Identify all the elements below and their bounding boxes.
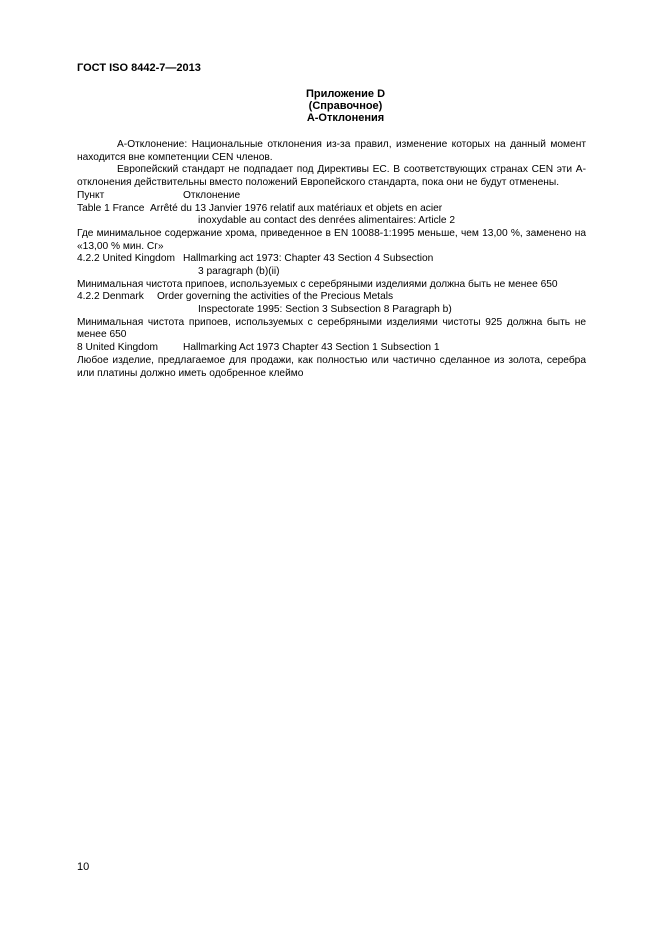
deviation-clause: Table 1 France — [77, 202, 145, 214]
deviation-note: Минимальная чистота припоев, используемых с серебряными изделиями чистоты 925 должна быть не менее 650 — [77, 316, 586, 341]
deviation-row — [77, 203, 586, 216]
annex-titles — [0, 88, 661, 124]
intro-paragraph-1: А-Отклонение: Национальные отклонения из-за правил, изменение которых на данный момент находится вне компетенции CEN членов. — [77, 139, 586, 163]
page-number: 10 — [77, 861, 90, 873]
deviation-text-continuation: inoxydable au contact des denrées alimentaires: Article 2 — [198, 215, 456, 227]
deviation-note: Минимальная чистота припоев, используемых с серебряными изделиями должна быть не менее 650 — [77, 278, 558, 290]
table-header-row — [77, 190, 586, 203]
deviation-text: Arrêté du 13 Janvier 1976 relatif aux matériaux et objets en acier — [150, 202, 443, 214]
deviation-clause: 4.2.2 United Kingdom — [77, 253, 175, 265]
deviation-clause: 8 United Kingdom — [77, 342, 158, 354]
deviation-clause: 4.2.2 Denmark — [77, 291, 144, 303]
annex-heading: А-Отклонения — [306, 112, 385, 124]
intro-paragraph-2: Европейский стандарт не подпадает под Директивы ЕС. В соответствующих странах CEN эти А-отклонения действительны вместо положений Европейского стандарта, пока они не будут отменены. — [77, 164, 586, 189]
column-header-deviation: Отклонение — [183, 189, 241, 201]
deviation-row — [77, 253, 586, 266]
deviation-text: Hallmarking Act 1973 Chapter 43 Section 1 Subsection 1 — [183, 342, 440, 354]
annex-title: Приложение D — [305, 88, 386, 100]
column-header-clause: Пункт — [77, 189, 105, 201]
deviation-text-continuation: Inspectorate 1995: Section 3 Subsection 8 Paragraph b) — [198, 304, 452, 316]
deviation-text: Order governing the activities of the Precious Metals — [157, 291, 394, 303]
document-header: ГОСТ ISO 8442-7—2013 — [77, 62, 201, 74]
deviation-note: Любое изделие, предлагаемое для продажи, как полностью или частично сделанное из золота, серебра или платины должно иметь одобренное клеймо — [77, 354, 586, 379]
deviation-text-continuation: 3 paragraph (b)(ii) — [198, 265, 280, 277]
deviation-text: Hallmarking act 1973: Chapter 43 Section 4 Subsection — [183, 253, 434, 265]
deviation-row — [77, 291, 586, 304]
annex-subtitle: (Справочное) — [308, 100, 383, 112]
annex-content — [77, 139, 586, 380]
deviation-note: Где минимальное содержание хрома, приведенное в EN 10088-1:1995 меньше, чем 13,00 %, заменено на «13,00 % мин. Сг» — [77, 227, 586, 252]
deviation-row — [77, 342, 586, 355]
